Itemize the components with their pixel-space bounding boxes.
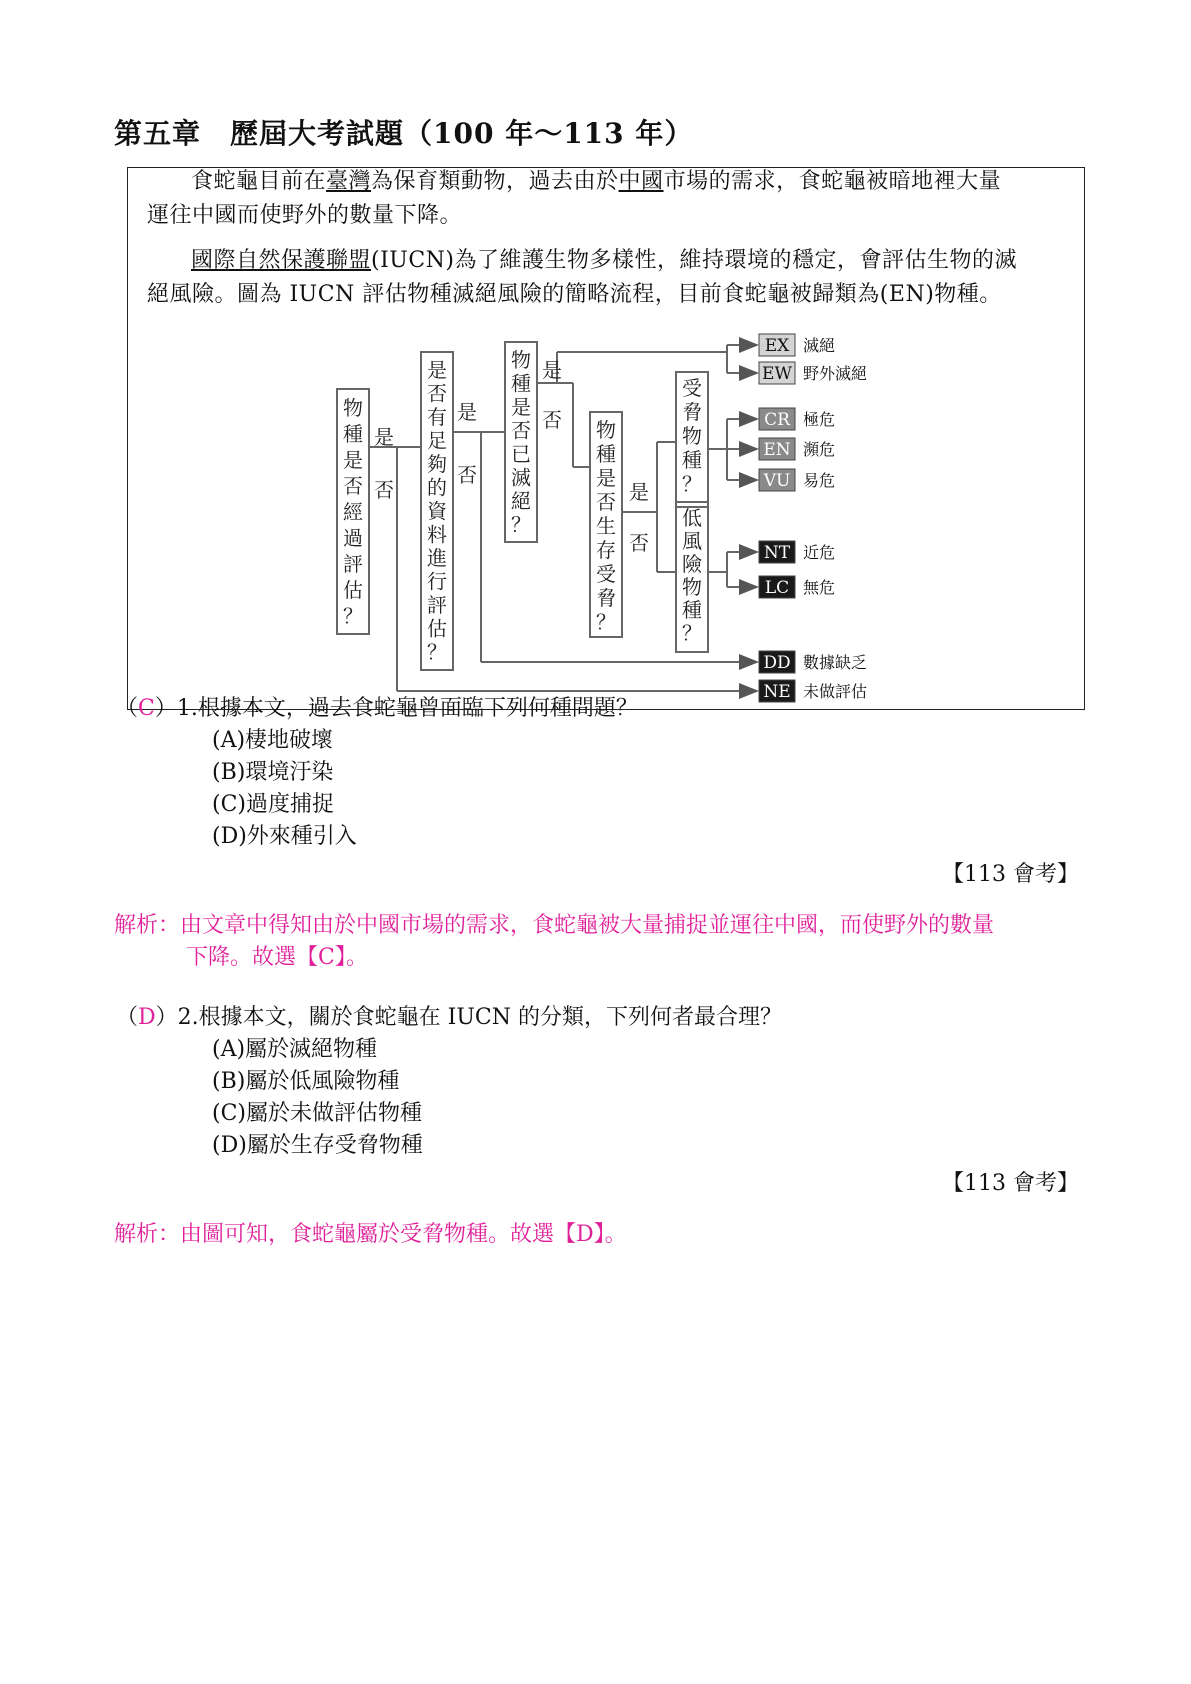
- box-char: 資: [427, 499, 447, 523]
- q2-answer: D: [138, 1005, 156, 1030]
- box-char: 受: [596, 562, 616, 586]
- box-char: 估: [343, 578, 363, 602]
- q2-text: 2.根據本文，關於食蛇龜在 IUCN 的分類，下列何者最合理？: [177, 1005, 782, 1030]
- label-yes: 是: [542, 358, 562, 382]
- box-char: 物: [682, 575, 702, 599]
- q1-option-a: (A)棲地破壞: [212, 728, 334, 753]
- box-char: 險: [682, 552, 702, 576]
- box-char: 否: [343, 474, 363, 498]
- box-char: ？: [427, 640, 447, 664]
- q2-option-b: (B)屬於低風險物種: [212, 1069, 400, 1094]
- q2-source: 【113 會考】: [942, 1171, 1079, 1196]
- category-label: 野外滅絕: [803, 364, 868, 383]
- box-char: 的: [427, 475, 447, 500]
- analysis-label: 解析：: [114, 913, 181, 938]
- box-char: 物: [596, 418, 616, 442]
- question-box-evaluated: [343, 396, 363, 628]
- category-label: 極危: [803, 410, 836, 429]
- box-char: 否: [596, 490, 616, 514]
- analysis-text: 由圖可知，食蛇龜屬於受脅物種。故選【D】。: [180, 1222, 627, 1247]
- label-no: 否: [374, 478, 394, 502]
- box-char: ？: [343, 604, 363, 628]
- label-no: 否: [629, 531, 649, 555]
- p1-text: 運往中國而使野外的數量下降。: [147, 203, 463, 228]
- box-char: 脅: [682, 400, 702, 424]
- box-char: 滅: [511, 465, 531, 490]
- category-code: EW: [762, 364, 792, 384]
- box-char: 受: [682, 376, 702, 400]
- box-char: 料: [427, 522, 447, 547]
- box-char: 是: [511, 395, 531, 419]
- q2-analysis: [114, 1219, 1084, 1251]
- box-char: 絕: [511, 489, 531, 513]
- box-char: 否: [427, 381, 447, 406]
- category-code: LC: [764, 578, 790, 598]
- q1-option-b: (B)環境汙染: [212, 760, 334, 785]
- box-char: 存: [596, 538, 616, 562]
- analysis-text: 下降。故選【C】。: [186, 945, 368, 970]
- q1-source: 【113 會考】: [942, 862, 1079, 887]
- paren-open: （: [116, 696, 139, 721]
- box-char: 估: [427, 616, 447, 641]
- box-char: ？: [511, 512, 531, 537]
- category-label: 無危: [803, 578, 836, 597]
- category-code: NE: [763, 682, 791, 702]
- question-box-threatened: [682, 376, 702, 496]
- box-char: 風: [682, 529, 702, 553]
- category-code: VU: [763, 471, 791, 491]
- question-box-low-risk: [682, 506, 702, 645]
- question-box-sufficient-data: [427, 358, 448, 664]
- label-yes: 是: [374, 425, 394, 449]
- box-char: 物: [682, 424, 702, 448]
- box-char: 有: [427, 405, 447, 429]
- q1-text: 1.根據本文，過去食蛇龜曾面臨下列何種問題？: [176, 696, 638, 721]
- box-char: ？: [682, 472, 702, 496]
- question-1: [116, 694, 638, 724]
- p1-china: 中國: [618, 169, 664, 194]
- box-char: 種: [682, 448, 702, 472]
- p1-taiwan: 臺灣: [326, 169, 372, 194]
- q1-answer: C: [138, 696, 155, 721]
- box-char: 種: [682, 598, 702, 622]
- iucn-flowchart: [127, 167, 1087, 712]
- category-label: 易危: [803, 471, 836, 490]
- p1-text: 食蛇龜目前在: [191, 169, 327, 194]
- p2-iucn: 國際自然保護聯盟: [191, 248, 372, 273]
- label-no: 否: [542, 408, 562, 432]
- q2-option-a: (A)屬於滅絕物種: [212, 1037, 378, 1062]
- box-char: 生: [596, 514, 616, 538]
- label-no: 否: [457, 463, 477, 487]
- p1-text: 市場的需求，食蛇龜被暗地裡大量: [663, 169, 1002, 194]
- paren-open: （: [116, 1005, 139, 1030]
- q1-option-d: (D)外來種引入: [212, 824, 357, 849]
- category-code: DD: [763, 653, 791, 673]
- box-char: 評: [427, 593, 447, 617]
- box-char: 種: [596, 442, 616, 466]
- box-char: 脅: [596, 586, 616, 610]
- p2-text: 絕風險。圖為 IUCN 評估物種滅絕風險的簡略流程，目前食蛇龜被歸類為(EN)物種。: [147, 282, 1002, 307]
- question-2: [116, 1003, 782, 1033]
- question-box-threat: [596, 418, 616, 634]
- category-code: NT: [763, 543, 791, 563]
- category-code: CR: [764, 410, 790, 430]
- q1-option-c: (C)過度捕捉: [212, 792, 334, 817]
- box-char: 是: [427, 358, 447, 382]
- box-char: 否: [511, 418, 531, 443]
- box-char: 進: [427, 546, 447, 570]
- chapter-title: 第五章 歷屆大考試題（100 年～113 年）: [114, 117, 694, 150]
- box-char: 經: [343, 500, 363, 524]
- box-char: 夠: [427, 452, 447, 476]
- p1-text: 為保育類動物，過去由於: [371, 169, 619, 194]
- box-char: ？: [682, 621, 702, 645]
- q1-analysis: [114, 910, 1084, 974]
- box-char: 過: [343, 526, 363, 550]
- box-char: 已: [511, 442, 531, 466]
- analysis-label: 解析：: [114, 1222, 181, 1247]
- box-char: 評: [343, 552, 363, 576]
- q2-option-c: (C)屬於未做評估物種: [212, 1101, 422, 1126]
- category-label: 近危: [803, 543, 836, 562]
- question-box-extinct: [511, 348, 531, 537]
- box-char: ？: [596, 610, 616, 634]
- box-char: 足: [427, 428, 447, 453]
- analysis-text: 由文章中得知由於中國市場的需求，食蛇龜被大量捕捉並運往中國，而使野外的數量: [180, 913, 995, 938]
- category-label: 瀕危: [803, 440, 836, 459]
- category-label: 未做評估: [803, 682, 868, 701]
- p2-text: (IUCN)為了維護生物多樣性，維持環境的穩定，會評估生物的滅: [371, 248, 1017, 273]
- box-char: 是: [343, 448, 363, 472]
- paren-close: ）: [154, 696, 177, 721]
- box-char: 物: [343, 396, 363, 420]
- label-yes: 是: [457, 400, 477, 424]
- paren-close: ）: [155, 1005, 178, 1030]
- category-label: 數據缺乏: [803, 653, 868, 672]
- box-char: 是: [596, 466, 616, 490]
- category-label: 滅絕: [803, 336, 836, 355]
- q2-option-d: (D)屬於生存受脅物種: [212, 1133, 423, 1158]
- box-char: 低: [682, 506, 702, 530]
- box-char: 種: [343, 422, 363, 446]
- category-code: EX: [764, 336, 790, 356]
- box-char: 種: [511, 371, 531, 396]
- category-code: EN: [763, 440, 791, 460]
- label-yes: 是: [629, 480, 649, 504]
- box-char: 行: [427, 569, 447, 594]
- box-char: 物: [511, 348, 531, 372]
